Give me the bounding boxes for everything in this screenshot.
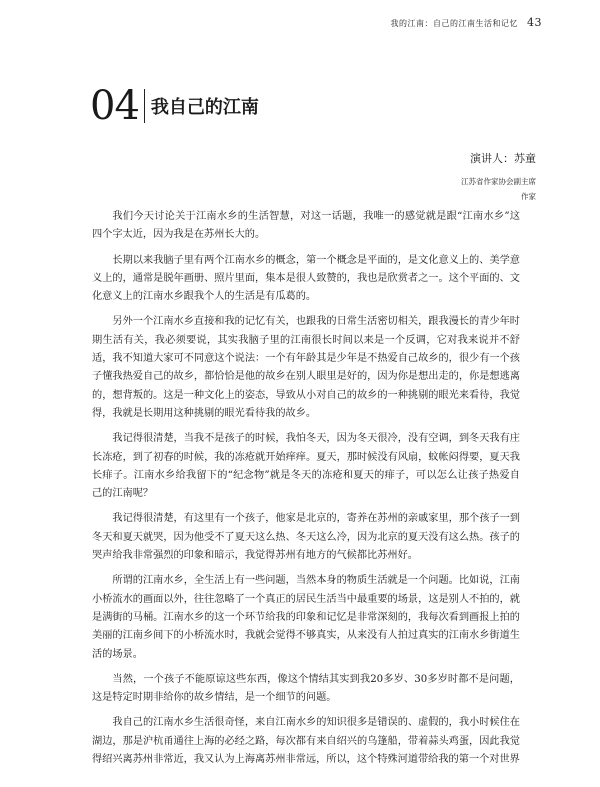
running-header <box>390 16 542 29</box>
chapter-number: 04 <box>90 83 139 129</box>
paragraph: 另外一个江南水乡直接和我的记忆有关，也跟我的日常生活密切相关，跟我漫长的青少年时期生活有关，我必须要说，其实我脑子里的江南很长时间以来是一个反调，它对我来说并不舒适，我不知道大家可不同意这个说法：一个有年龄其是少年是不热爱自己故乡的，很少有一个孩子懂我热爱自己的故乡，都恰恰是他的故乡在别人眼里是好的，因为你是想出走的，你是想逃离的，想背叛的。这是一种文化上的姿态，导致从小对自己的故乡的一种挑剔的眼光来看待，我觉得，我就是长期用这种挑剔的眼光看待我的故乡。 <box>92 316 520 419</box>
chapter-heading <box>90 83 259 129</box>
paragraph: 我们今天讨论关于江南水乡的生活智慧，对这一话题，我唯一的感觉就是跟“江南水乡”这四个字太近，因为我是在苏州长大的。 <box>92 211 520 241</box>
chapter-divider <box>144 89 145 123</box>
page-number: 43 <box>527 16 542 29</box>
paragraph: 我记得很清楚，有这里有一个孩子，他家是北京的，寄养在苏州的亲戚家里，那个孩子一到冬天和夏天就哭，因为他受不了夏天这么热、冬天这么冷，因为北京的夏天没有这么热。孩子的哭声给我非常强烈的印象和暗示，我觉得苏州有地方的气候都比苏州好。 <box>92 513 520 562</box>
author-bio-line: 江苏省作家协会副主席 <box>461 177 536 186</box>
body-text <box>92 208 520 776</box>
author-name: 演讲人：苏童 <box>470 152 536 165</box>
author-bio-line: 作家 <box>521 192 536 201</box>
author-bio <box>461 174 536 204</box>
paragraph: 所谓的江南水乡，全生活上有一些问题，当然本身的物质生活就是一个问题。比如说，江南小桥流水的画面以外，往往忽略了一个真正的居民生活当中最重要的场景，这是别人不拍的，就是满街的马桶。江南水乡的这一个环节给我的印象和记忆是非常深刻的，我每次看到画报上拍的美丽的江南乡间下的小桥流水时，我就会觉得不够真实，从来没有人拍过真实的江南水乡街道生活的场景。 <box>92 575 520 660</box>
paragraph: 我记得很清楚，当我不是孩子的时候，我怕冬天，因为冬天很冷，没有空调，到冬天我有庄长冻疮，到了初春的时候，我的冻疮就开始痒痒。夏天，那时候没有风扇，蚊帐闷得要，夏天我长痱子。江南水乡给我留下的“纪念物”就是冬天的冻疮和夏天的痱子，可以怎么让孩子热爱自己的江南呢？ <box>92 433 520 500</box>
author-block <box>461 150 536 204</box>
paragraph: 当然，一个孩子不能原谅这些东西，像这个情结其实到我20多岁、30多岁时都不是问题，这是特定时期非给你的故乡情结，是一个细节的问题。 <box>92 673 520 704</box>
chapter-title: 我自己的江南 <box>150 97 259 118</box>
paragraph: 我自己的江南水乡生活很奇怪，来自江南水乡的知识很多是错误的、虚假的，我小时候住在湖边，那是沪杭甬通往上海的必经之路，每次都有来自绍兴的乌篷船，带着蒜头鸡蛋，因此我觉得绍兴离苏州非常近，我又认为上海离苏州非常远，所以，这个特殊河道带给我的第一个对世界 <box>92 717 520 766</box>
running-title: 我的江南：自己的江南生活和记忆 <box>390 19 518 28</box>
paragraph: 长期以来我脑子里有两个江南水乡的概念，第一个概念是平面的，是文化意义上的、美学意义上的，通常是脱年画册、照片里面，集本是很人致赞的，我也是欣赏者之一。这个平面的、文化意义上的江南水乡跟我个人的生活是有瓜葛的。 <box>92 254 520 303</box>
